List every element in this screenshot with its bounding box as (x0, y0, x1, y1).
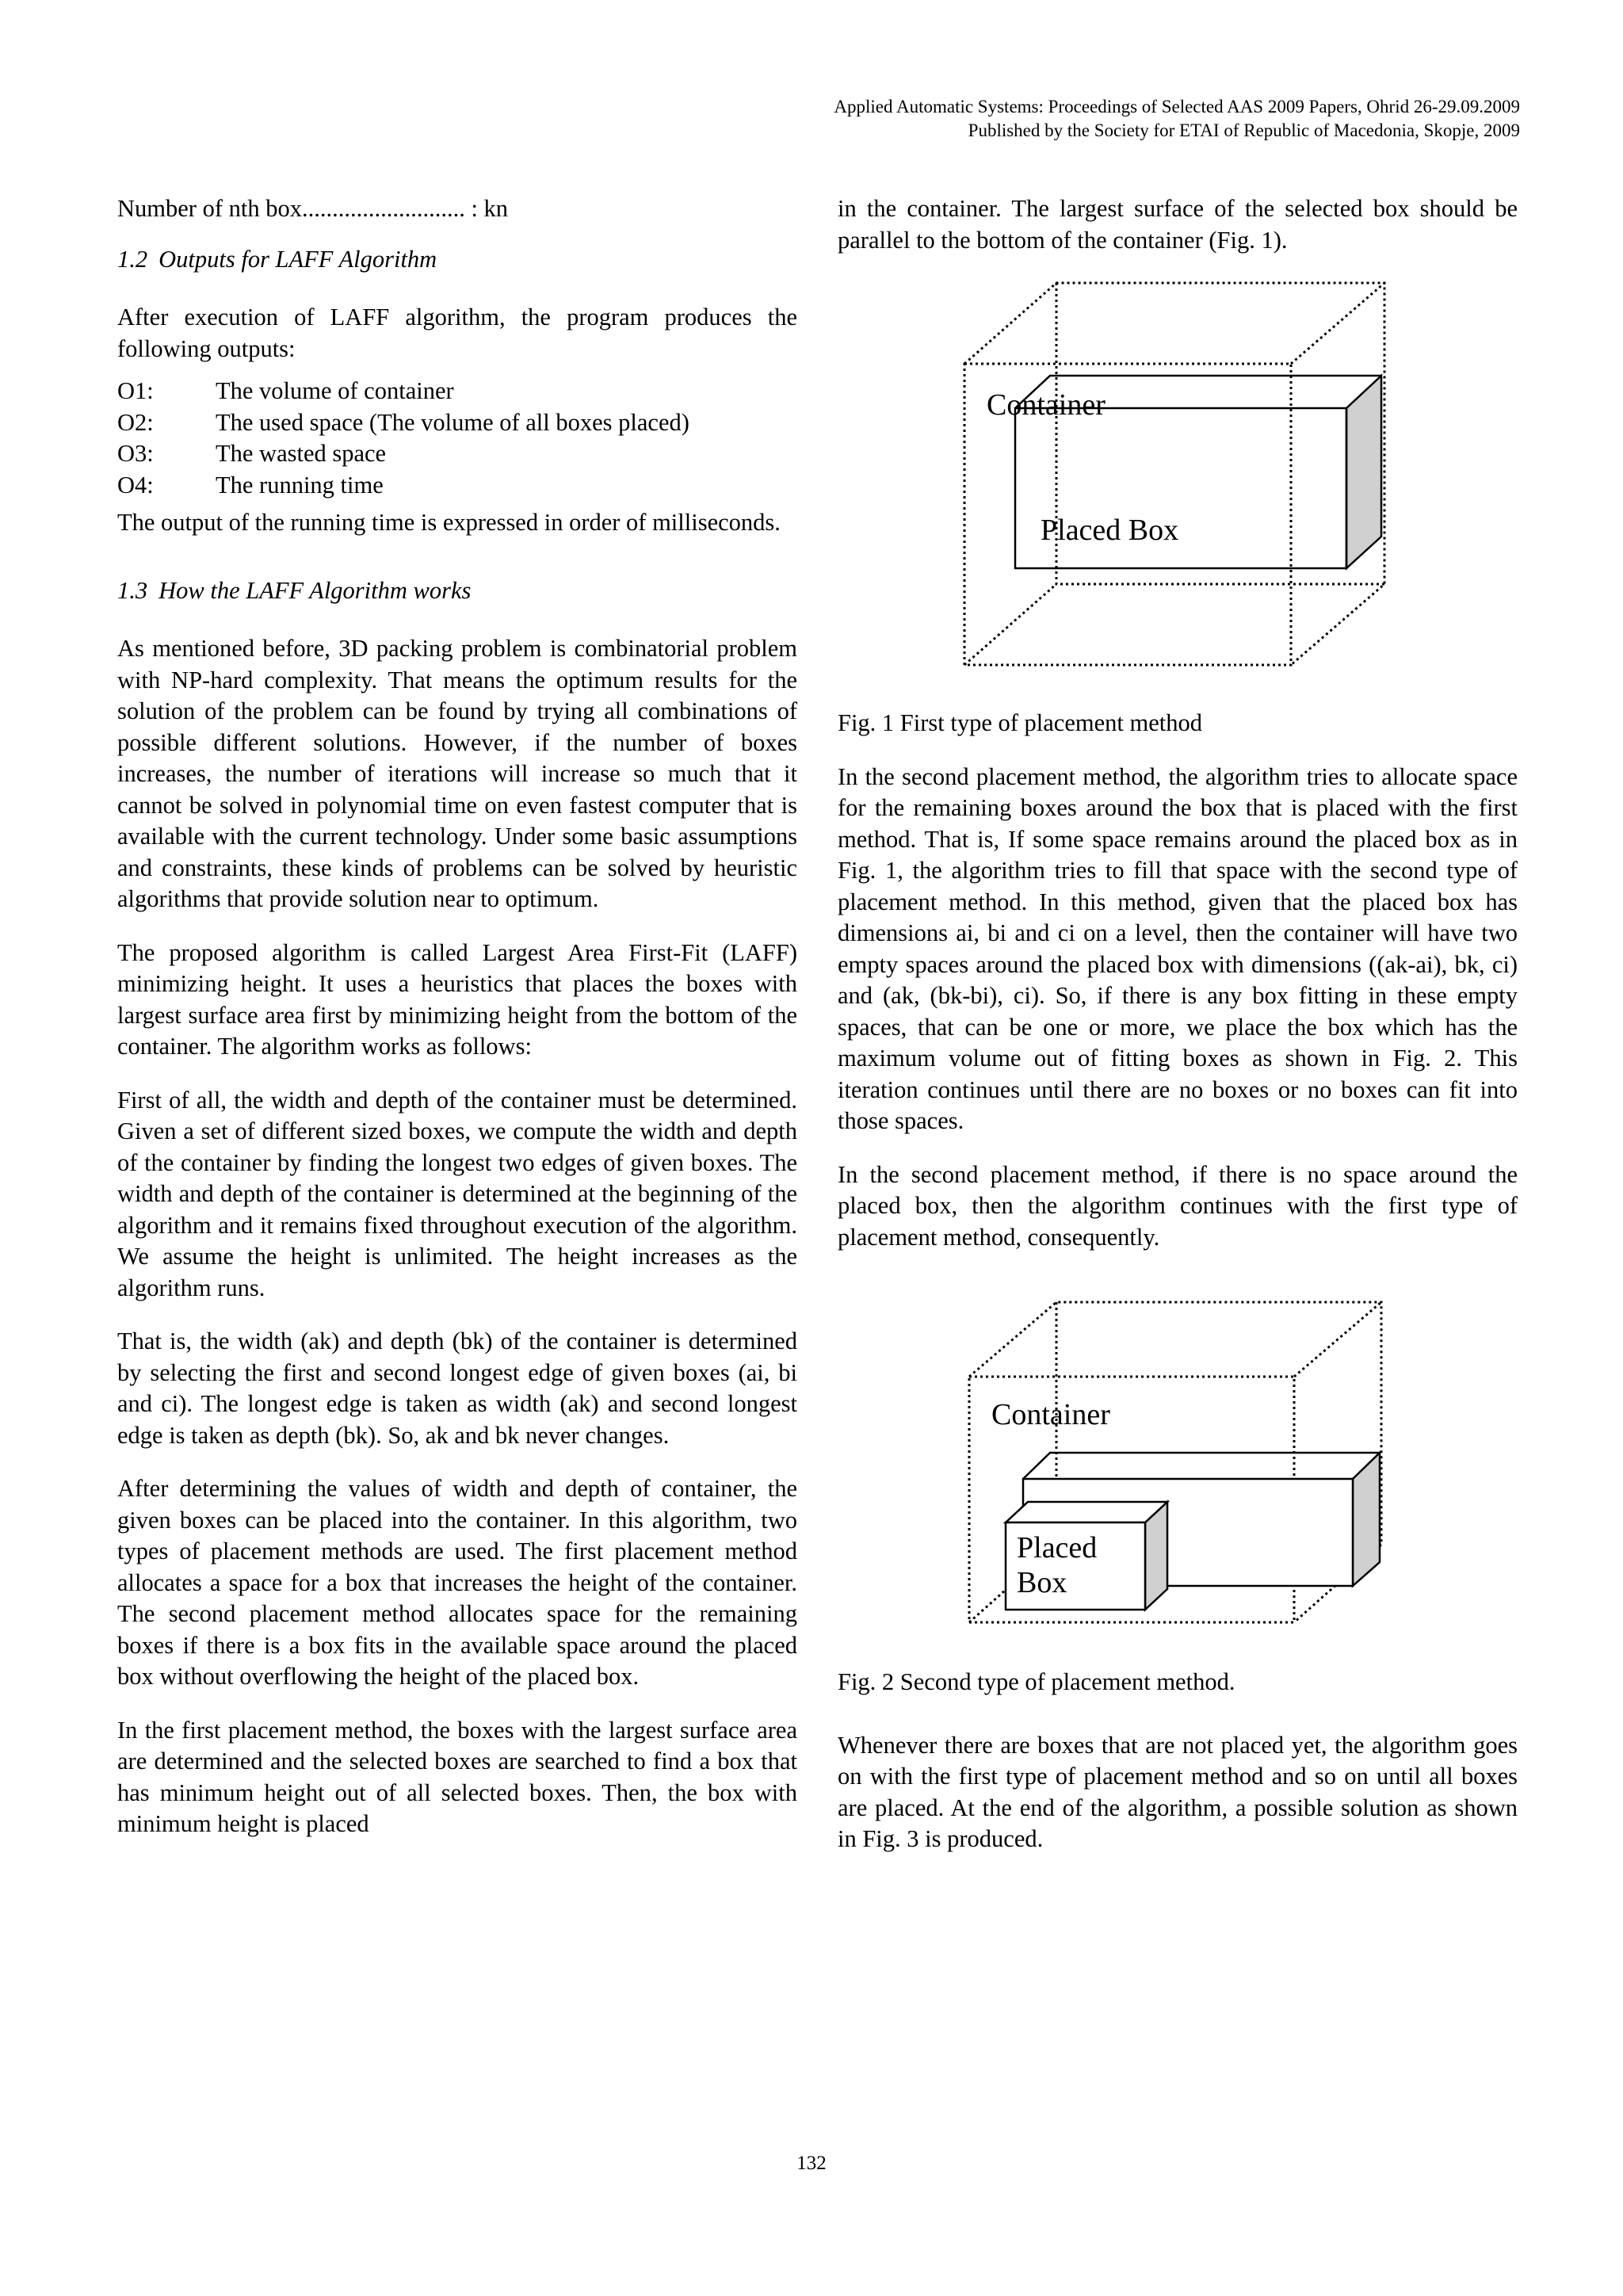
output-item (117, 438, 797, 470)
paragraph: That is, the width (ak) and depth (bk) of the container is determined by selecting the first and second longest edge of given boxes (ai, bi and ci). The longest edge is taken as width (ak) and second longest edge is taken as depth (bk). So, ak and bk never changes. (117, 1328, 797, 1449)
paragraph: First of all, the width and depth of the container must be determined. Given a set of different sized boxes, we compute the width and depth of the container by finding the longest two edges of given boxes. The width and depth of the container is determined at the beginning of the algorithm and it remains fixed throughout execution of the algorithm. We assume the height is unlimited. The height increases as the algorithm runs. (117, 1086, 797, 1301)
section-number: 1.3 (117, 576, 148, 604)
output-id: O1: (117, 377, 154, 404)
paragraph: In the first placement method, the boxes with the largest surface area are determined and the selected boxes are searched to find a box that has minimum height out of all selected boxes. Then, the box with minimum height is placed (117, 1716, 797, 1837)
placed-box-label-line-1: Placed (1017, 1531, 1098, 1564)
output-id: O2: (117, 408, 154, 436)
figure-1 (838, 267, 1518, 679)
section-number: 1.2 (117, 245, 148, 273)
figure-1-caption: Fig. 1 First type of placement method (838, 709, 1202, 736)
outputs-list (117, 376, 797, 501)
output-id: O4: (117, 471, 154, 499)
figure-2-diagram (838, 1291, 1518, 1640)
section-heading-1-3 (117, 575, 797, 607)
output-text: The wasted space (216, 440, 387, 467)
paragraph: In the second placement method, the algorithm tries to allocate space for the remaining boxes around the box that is placed with the first method. That is, If some space remains around the placed box as in Fig. 1, the algorithm tries to fill that space with the second type of placement method. In this method, given that the placed box has dimensions ai, bi and ci on a level, then the container will have two empty spaces around the placed box with dimensions ((ak-ai), bk, ci) and (ak, (bk-bi), ci). So, if there is any box fitting in these empty spaces, that can be one or more, we place the box which has the maximum volume out of fitting boxes as shown in Fig. 2. This iteration continues until there are no boxes or no boxes can fit into those spaces. (838, 762, 1518, 1134)
placed-box-label: Placed Box (1041, 514, 1179, 547)
container-label: Container (991, 1398, 1110, 1431)
running-time-note: The output of the running time is expressed in order of milliseconds. (117, 509, 781, 536)
paragraph: The proposed algorithm is called Largest Area First-Fit (LAFF) minimizing height. It uses a heuristics that places the boxes with largest surface area first by minimizing height from the bottom of the container. The algorithm works as follows: (117, 938, 797, 1060)
paragraph: As mentioned before, 3D packing problem is combinatorial problem with NP-hard complexity. That means the optimum results for the solution of the problem can be found by trying all combinations of possible different solutions. However, if the number of boxes increases, the number of iterations will increase so much that it cannot be solved in polynomial time on even fastest computer that is available with the current technology. Under some basic assumptions and constraints, these kinds of problems can be solved by heuristic algorithms that provide solution near to optimum. (117, 635, 797, 912)
paragraph: After determining the values of width and depth of container, the given boxes can be placed into the container. In this algorithm, two types of placement methods are used. The first placement method allocates a space for a box that increases the height of the container. The second placement method allocates space for the remaining boxes if there is a box fits in the available space around the placed box without overflowing the height of the placed box. (117, 1475, 797, 1690)
placed-box-label-line-2: Box (1017, 1566, 1067, 1599)
number-of-nth-box-line: Number of nth box........................... : kn (117, 195, 509, 222)
section-title: How the LAFF Algorithm works (158, 576, 472, 604)
paragraph: In the second placement method, if there is no space around the placed box, then the algorithm continues with the first type of placement method, consequently. (838, 1160, 1518, 1251)
figure-2-caption: Fig. 2 Second type of placement method. (838, 1668, 1235, 1695)
container-outline (964, 283, 1384, 665)
outputs-intro: After execution of LAFF algorithm, the program produces the following outputs: (117, 304, 797, 362)
output-text: The running time (216, 471, 384, 499)
output-item (117, 376, 797, 407)
output-item (117, 407, 797, 439)
right-column (838, 193, 1518, 1878)
section-heading-1-2 (117, 244, 797, 276)
output-id: O3: (117, 440, 154, 467)
output-text: The volume of container (216, 377, 454, 404)
paragraph: in the container. The largest surface of the selected box should be parallel to the bottom of the container (Fig. 1). (838, 195, 1518, 254)
left-column (117, 193, 797, 1862)
container-label: Container (987, 388, 1106, 422)
figure-2 (838, 1291, 1518, 1640)
paragraph: Whenever there are boxes that are not placed yet, the algorithm goes on with the first type of placement method and so on until all boxes are placed. At the end of the algorithm, a possible solution as shown in Fig. 3 is produced. (838, 1731, 1518, 1852)
page-number: 132 (796, 2153, 827, 2174)
figure-1-diagram (838, 267, 1518, 679)
section-title: Outputs for LAFF Algorithm (158, 245, 437, 273)
running-header-line-1: Applied Automatic Systems: Proceedings of Selected AAS 2009 Papers, Ohrid 26-29.09.2009 (834, 97, 1520, 117)
output-text: The used space (The volume of all boxes placed) (216, 408, 689, 436)
output-item (117, 470, 797, 502)
running-header-line-2: Published by the Society for ETAI of Republic of Macedonia, Skopje, 2009 (968, 120, 1520, 140)
